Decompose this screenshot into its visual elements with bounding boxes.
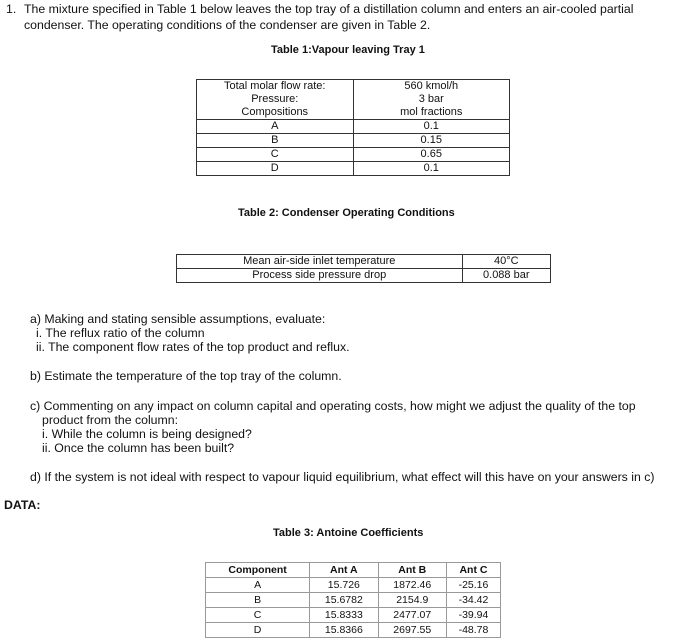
table-cell: -48.78 [446,623,500,638]
table-row [206,623,501,638]
part-c-ii: ii. Once the column has been built? [42,441,235,455]
table-cell: B [197,134,354,148]
table-cell: 15.726 [310,578,378,593]
table-row [197,106,510,120]
table-cell: C [197,148,354,162]
table-cell: 15.8366 [310,623,378,638]
table-row [197,120,510,134]
table-cell: 3 bar [353,93,510,106]
table-cell: Mean air-side inlet temperature [177,255,463,269]
table-cell: 0.15 [353,134,510,148]
table-cell: -34.42 [446,593,500,608]
table2 [176,254,551,283]
table-cell: 1872.46 [378,578,446,593]
table-cell: A [197,120,354,134]
table1 [196,79,510,176]
table-row [197,134,510,148]
table-row [177,269,551,283]
table-cell: C [206,608,310,623]
table-row [197,93,510,106]
data-label: DATA: [4,498,41,512]
table-cell: -25.16 [446,578,500,593]
table-row [206,608,501,623]
table-cell: Component [206,563,310,578]
table-cell: mol fractions [353,106,510,120]
intro-line-2: condenser. The operating conditions of the condenser are given in Table 2. [24,18,431,32]
table-cell: 2154.9 [378,593,446,608]
table-cell: Compositions [197,106,354,120]
part-c-line2: product from the column: [42,413,179,427]
table-cell: 15.6782 [310,593,378,608]
intro-line-1: The mixture specified in Table 1 below leaves the top tray of a distillation column and enters an air-cooled partial [24,2,634,16]
table-cell: Total molar flow rate: [197,80,354,94]
table1-title: Table 1:Vapour leaving Tray 1 [271,44,425,56]
part-a-ii: ii. The component flow rates of the top product and reflux. [36,340,350,354]
table-cell: 560 kmol/h [353,80,510,94]
table-cell: Ant C [446,563,500,578]
table-row [197,80,510,94]
table-cell: 0.65 [353,148,510,162]
question-number: 1. [6,2,17,16]
table-cell: A [206,578,310,593]
table-cell: 0.1 [353,162,510,176]
table-row [206,593,501,608]
table-cell: 40°C [462,255,550,269]
part-c-line1: c) Commenting on any impact on column capital and operating costs, how might we adjust the quality of the top [30,399,636,413]
table2-title: Table 2: Condenser Operating Conditions [238,207,455,219]
part-a-i: i. The reflux ratio of the column [36,326,205,340]
table-cell: 0.088 bar [462,269,550,283]
table-cell: D [197,162,354,176]
table-cell: D [206,623,310,638]
table-cell: Ant A [310,563,378,578]
table-cell: Pressure: [197,93,354,106]
table3 [205,562,501,638]
table-cell: 2477.07 [378,608,446,623]
table-row [197,162,510,176]
table-row [206,578,501,593]
table-cell: 2697.55 [378,623,446,638]
part-b: b) Estimate the temperature of the top tray of the column. [30,369,342,383]
table-row [177,255,551,269]
part-a: a) Making and stating sensible assumptions, evaluate: [30,312,326,326]
table-cell: Process side pressure drop [177,269,463,283]
table-row [206,563,501,578]
table-cell: Ant B [378,563,446,578]
part-c-i: i. While the column is being designed? [42,427,252,441]
part-d: d) If the system is not ideal with respect to vapour liquid equilibrium, what effect will this have on your answers in c) [30,470,655,484]
table-cell: B [206,593,310,608]
table-cell: 0.1 [353,120,510,134]
table-row [197,148,510,162]
table3-title: Table 3: Antoine Coefficients [273,527,424,539]
table-cell: 15.8333 [310,608,378,623]
table-cell: -39.94 [446,608,500,623]
